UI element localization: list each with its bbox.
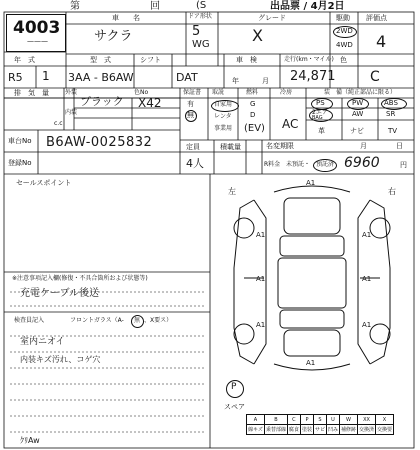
session-prefix: 第 <box>70 1 80 12</box>
legend-code: U <box>326 415 339 425</box>
session-stamp: (S <box>196 0 207 11</box>
front-glass-none-circle <box>131 315 144 328</box>
damage-legend <box>246 414 394 435</box>
door-value: 5 <box>192 24 201 39</box>
label-right: 右 <box>388 187 396 196</box>
equip-pw: PW <box>352 99 364 107</box>
mark-right-front-door: A1 <box>362 231 372 239</box>
equip-airbag-b: BAG <box>312 115 323 121</box>
label-inspection: 車 検 <box>236 56 257 64</box>
label-door: ドア形状 <box>188 13 212 20</box>
equip-aw: AW <box>352 110 364 118</box>
mark-right-quarter: A1 <box>362 321 372 329</box>
legend-code: X <box>376 415 394 425</box>
recycle-paid-circle <box>313 159 337 172</box>
label-sales-point: セールスポイント <box>16 179 72 187</box>
label-year: 年 式 <box>14 56 35 64</box>
equip-airbag-circle <box>309 109 333 122</box>
label-spare: スペア <box>224 403 245 411</box>
label-fuel: 燃料 <box>246 89 259 96</box>
label-interior: 内装 <box>65 109 78 116</box>
label-reg-no: 登録No <box>8 159 32 167</box>
equip-pw-circle <box>347 98 369 110</box>
label-shift: シフト <box>140 56 161 64</box>
label-owner-manual: 取説 <box>212 89 225 96</box>
label-ac: 冷房 <box>280 89 293 96</box>
mark-left-front-door: A1 <box>256 231 266 239</box>
equip-ps: PS <box>316 99 325 107</box>
year-month-value: 1 <box>42 69 50 83</box>
equip-leather: 革 <box>318 127 325 135</box>
legend-code: A <box>247 415 265 425</box>
label-load: 積載量 <box>220 143 241 151</box>
legend-code: P <box>300 415 313 425</box>
chassis-no-value: B6AW-0025832 <box>46 135 153 150</box>
own-use: 自家用 <box>214 101 233 108</box>
fuel-type-value: (EV) <box>244 123 265 134</box>
label-ownership: 名変期限 <box>266 142 294 150</box>
equip-abs: ABS <box>384 99 398 107</box>
label-cc: c.c <box>54 120 63 127</box>
legend-code: S <box>313 415 326 425</box>
equip-abs-circle <box>381 98 407 110</box>
equip-tv: TV <box>388 127 398 135</box>
mark-front-bumper: A1 <box>306 179 316 187</box>
label-score: 評価点 <box>366 14 387 22</box>
legend-desc: 線キズ <box>247 425 265 435</box>
label-warranty: 保証書 <box>183 89 202 96</box>
label-front-glass: フロントガラス（A- <box>70 317 124 324</box>
business: 事業用 <box>214 125 233 132</box>
lot-sub: ——— <box>27 37 48 45</box>
inspector-line-2: 内装キズ汚れ、コゲ穴 <box>20 355 101 364</box>
equip-sr: SR <box>386 110 396 118</box>
year-value: R5 <box>8 71 23 84</box>
mark-rear-bumper: A1 <box>306 359 316 367</box>
legend-desc: サビ <box>313 425 326 435</box>
diagram-rear-glass <box>280 310 344 328</box>
legend-desc: 塗装 <box>300 425 313 435</box>
mark-left-quarter: A1 <box>256 321 266 329</box>
recycle-amount: 6960 <box>344 155 380 171</box>
label-drive: 駆動 <box>336 14 350 22</box>
diagram-left-side <box>234 200 254 364</box>
bottom-note: ｸﾘAw <box>20 436 40 445</box>
mileage-value: 24,871 <box>290 69 336 84</box>
label-day: 日 <box>396 142 403 150</box>
diagram-roof <box>278 258 346 308</box>
legend-desc: 腐食 <box>287 425 300 435</box>
session-suffix: 回 <box>150 1 160 12</box>
diagram-right-rear-wheel <box>370 324 390 344</box>
lot-number-box <box>6 14 66 52</box>
ac-type-value: AC <box>282 117 299 131</box>
lot-number: 4003 <box>13 18 61 38</box>
label-notes: ※注意事項記入欄(修復・不具合箇所および状態等) <box>12 275 148 282</box>
fuel-diesel: D <box>250 111 256 119</box>
equip-airbag: 2エア <box>312 109 328 116</box>
diagram-right-front-wheel <box>370 218 390 238</box>
sheet-title: 出品票 / 4月2日 <box>270 1 345 12</box>
year-unit: 年 <box>232 77 239 85</box>
notes-line-1: 充電ケーブル後送 <box>20 288 100 299</box>
mark-left-rear-door: A1 <box>256 275 266 283</box>
legend-desc: 交換済 <box>358 425 376 435</box>
drive-4wd: 4WD <box>336 41 353 49</box>
diagram-hood <box>284 198 340 234</box>
label-grade: グレード <box>258 14 286 22</box>
warranty-none: 無 <box>187 111 194 119</box>
legend-desc: 凹み <box>326 425 339 435</box>
drive-2wd: 2WD <box>336 27 353 35</box>
label-mileage: 走行(km・マイル) <box>284 56 334 63</box>
color-code-value: X42 <box>138 96 162 110</box>
legend-desc: 乗替部線 <box>264 425 287 435</box>
label-equipment: 装 備（純正部品に限る） <box>324 89 397 96</box>
car-diagram <box>214 178 410 378</box>
diagram-windshield <box>280 236 344 256</box>
label-model-code: 型 式 <box>90 56 111 64</box>
legend-code: XX <box>358 415 376 425</box>
label-inspector: 検査員記入 <box>14 317 45 324</box>
label-color-no: 色No <box>134 89 149 96</box>
grade-value: X <box>252 26 263 45</box>
label-displacement: 排 気 量 <box>14 89 49 97</box>
model-code-value: 3AA - B6AW <box>68 71 134 84</box>
legend-desc: 補修跡 <box>339 425 357 435</box>
legend-code: B <box>264 415 287 425</box>
recycle-paid: 預託済 <box>316 161 335 168</box>
capacity-value: 4人 <box>186 157 204 170</box>
legend-code: C <box>287 415 300 425</box>
legend-code: W <box>339 415 357 425</box>
diagram-left-front-wheel <box>234 218 254 238</box>
shift-value: DAT <box>176 71 198 84</box>
month-unit: 月 <box>262 77 269 85</box>
label-month: 月 <box>360 142 367 150</box>
diagram-right-side <box>370 200 390 364</box>
label-exterior: 外装 <box>65 89 78 96</box>
label-recycle: R料金 <box>264 161 281 168</box>
exterior-color-value: ブラック <box>80 95 124 108</box>
diagram-trunk <box>284 330 340 356</box>
label-car-name: 車 名 <box>112 14 140 22</box>
spare-mark: P <box>231 382 237 392</box>
equip-navi: ナビ <box>350 127 364 135</box>
rental: レンタ <box>214 113 232 120</box>
recycle-status: 未預託・ <box>286 161 311 168</box>
label-left: 左 <box>228 187 236 196</box>
diagram-left-rear-wheel <box>234 324 254 344</box>
inspector-line-1: 室内ニオイ <box>20 337 65 347</box>
label-capacity: 定員 <box>186 143 200 151</box>
yen-unit: 円 <box>400 161 407 169</box>
label-chassis-no: 車台No <box>8 137 32 145</box>
car-name-value: サクラ <box>94 29 133 44</box>
fuel-gasoline: G <box>250 100 256 108</box>
warranty-have: 有 <box>187 100 194 108</box>
door-sub-value: WG <box>192 39 210 50</box>
label-front-glass-end: 、X要ス） <box>144 317 173 324</box>
mark-right-rear-door: A1 <box>362 275 372 283</box>
legend-desc: 交換要 <box>376 425 394 435</box>
score-value: 4 <box>376 32 387 51</box>
front-glass-none: 無 <box>134 317 141 324</box>
label-color-grade: 色 <box>340 56 347 64</box>
color-grade-value: C <box>370 69 380 85</box>
